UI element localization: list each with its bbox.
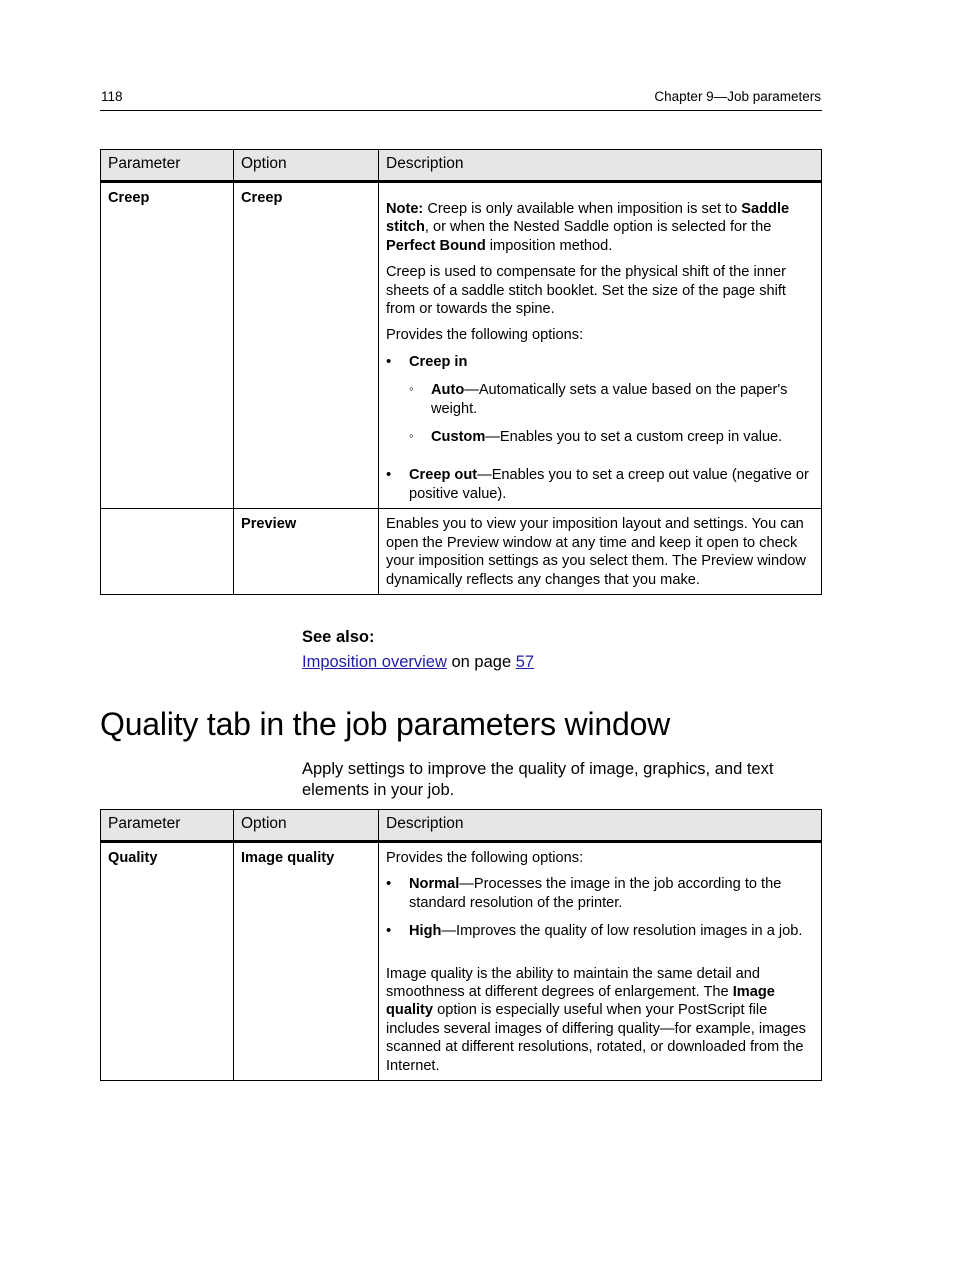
list-item <box>386 922 814 940</box>
parameter-cell: Quality <box>101 842 234 1081</box>
para-bold-image-quality: Image quality <box>386 984 775 1019</box>
creep-note <box>386 200 814 255</box>
bullet-icon: • <box>386 875 392 893</box>
auto-label: Auto <box>431 382 465 399</box>
custom-label: Custom <box>431 429 486 446</box>
list-item <box>386 875 814 912</box>
note-text: , or when the Nested Saddle option is selected for the <box>424 219 772 236</box>
options-intro: Provides the following options: <box>386 850 584 866</box>
parameter-cell <box>101 509 234 595</box>
see-also-reference <box>302 653 534 672</box>
high-text: —Improves the quality of low resolution images in a job. <box>441 923 803 940</box>
sub-bullet-icon: ◦ <box>409 381 414 397</box>
table-header-row <box>101 150 822 182</box>
column-header-description: Description <box>379 150 822 182</box>
quality-options-list <box>386 875 814 940</box>
bullet-icon: • <box>386 922 392 940</box>
creep-in-label: Creep in <box>409 353 468 370</box>
creep-description: Creep is used to compensate for the physical shift of the inner sheets of a saddle stitch booklet. Set the size of the page shift from or towards the spine. <box>386 264 786 318</box>
column-header-description: Description <box>379 810 822 842</box>
table-header-row <box>101 810 822 842</box>
section-intro: Apply settings to improve the quality of image, graphics, and text elements in your job. <box>302 760 774 799</box>
column-header-option: Option <box>234 810 379 842</box>
custom-text: —Enables you to set a custom creep in value. <box>485 429 783 446</box>
header-rule <box>100 110 822 111</box>
description-cell <box>379 182 822 509</box>
normal-label: Normal <box>409 876 460 893</box>
list-item <box>386 466 814 503</box>
note-bold-saddle-stitch: Saddle stitch <box>386 201 790 236</box>
imposition-overview-link[interactable]: Imposition overview <box>302 653 447 671</box>
description-cell: Enables you to view your imposition layout and settings. You can open the Preview window at any time and keep it open to check your imposition settings as you select them. The Preview window dynamically reflects any changes that you make. <box>379 509 822 595</box>
table-row-preview <box>101 509 822 595</box>
image-quality-description <box>386 965 814 1075</box>
para-text: option is especially useful when your PostScript file includes several images of differing quality—for example, images scanned at different resolutions, rotated, or downloaded from the Internet. <box>386 1002 806 1074</box>
column-header-option: Option <box>234 150 379 182</box>
page-57-link[interactable]: 57 <box>515 653 535 671</box>
option-cell: Preview <box>234 509 379 595</box>
note-bold-perfect-bound: Perfect Bound <box>386 237 486 254</box>
auto-text: —Automatically sets a value based on the paper's weight. <box>431 382 788 417</box>
sub-bullet-icon: ◦ <box>409 428 414 444</box>
creep-out-text: —Enables you to set a creep out value (negative or positive value). <box>409 467 809 502</box>
note-label: Note: <box>386 201 424 217</box>
creep-in-sublist <box>409 381 814 446</box>
see-also-middle-text: on page <box>446 653 516 671</box>
option-cell: Image quality <box>234 842 379 1081</box>
list-item <box>409 428 814 446</box>
table-row-creep <box>101 182 822 509</box>
options-intro: Provides the following options: <box>386 327 584 344</box>
see-also-label: See also: <box>302 628 375 646</box>
parameter-cell: Creep <box>101 182 234 509</box>
table-row-quality <box>101 842 822 1081</box>
bullet-icon: • <box>386 466 392 484</box>
column-header-parameter: Parameter <box>101 810 234 842</box>
column-header-parameter: Parameter <box>101 150 234 182</box>
high-label: High <box>409 923 442 940</box>
description-cell <box>379 842 822 1081</box>
list-item <box>409 381 814 418</box>
page-number: 118 <box>101 89 123 104</box>
note-text: Creep is only available when imposition is set to <box>423 201 742 217</box>
para-text: Image quality is the ability to maintain the same detail and smoothness at different degrees of enlargement. The <box>386 965 760 1001</box>
chapter-title: Chapter 9—Job parameters <box>654 89 821 104</box>
creep-options-list <box>386 353 814 503</box>
list-item <box>386 353 814 447</box>
section-heading: Quality tab in the job parameters window <box>100 706 671 742</box>
bullet-icon: • <box>386 352 392 370</box>
note-text: imposition method. <box>485 237 613 254</box>
creep-out-label: Creep out <box>409 467 478 484</box>
quality-parameters-table <box>100 809 822 1081</box>
imposition-parameters-table <box>100 149 822 595</box>
normal-text: —Processes the image in the job according to the standard resolution of the printer. <box>409 876 782 911</box>
option-cell: Creep <box>234 182 379 509</box>
